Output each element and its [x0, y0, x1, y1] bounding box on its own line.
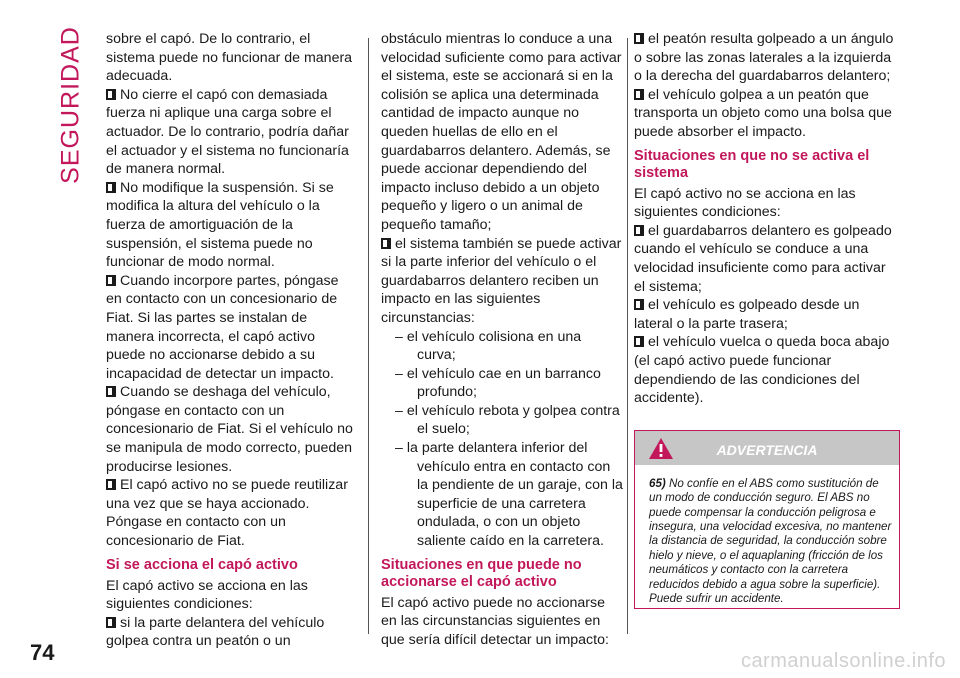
warning-number: 65): [649, 476, 666, 490]
section-heading: Situaciones en que puede no accionarse el capó activo: [381, 556, 582, 590]
paragraph: El capó activo se acciona en las siguientes condiciones:: [106, 577, 308, 613]
warning-title: ADVERTENCIA: [716, 441, 818, 458]
text-column-1: [106, 30, 358, 651]
text-column-2: [381, 30, 623, 649]
bullet-item: el vehículo es golpeado desde un lateral o la parte trasera;: [634, 297, 860, 332]
column-divider: [368, 38, 369, 634]
section-title: SEGURIDAD: [56, 26, 85, 184]
bullet-item: Cuando se deshaga del vehículo, póngase en contacto con un concesionario de Fiat. Si el vehículo no se manipula de modo correcto, pueden producirse lesiones.: [106, 384, 353, 475]
bullet-icon: [634, 299, 644, 310]
section-sidebar-label: [56, 26, 86, 184]
bullet-icon: [634, 33, 644, 44]
bullet-icon: [634, 89, 644, 100]
bullet-icon: [634, 225, 644, 236]
watermark: carmanualsonline.info: [740, 650, 946, 672]
bullet-item: el peatón resulta golpeado a un ángulo o sobre las zonas laterales a la izquierda o la derecha del guardabarros delantero;: [634, 31, 894, 85]
dash-item: – el vehículo rebota y golpea contra el suelo;: [395, 402, 620, 438]
bullet-item: Cuando incorpore partes, póngase en contacto con un concesionario de Fiat. Si las partes se instalan de manera incorrecta, el capó activo puede no accionarse debido a su incapacidad de detectar un impacto.: [106, 272, 339, 382]
bullet-icon: [106, 275, 116, 286]
bullet-icon: [106, 182, 116, 193]
bullet-item: No modifique la suspensión. Si se modifica la altura del vehículo o la fuerza de amortiguación de la suspensión, el sistema puede no funcionar de modo normal.: [106, 179, 334, 271]
page-number: 74: [30, 640, 55, 665]
bullet-item: el vehículo vuelca o queda boca abajo (el capó activo puede funcionar dependiendo de las condiciones del accidente).: [634, 334, 890, 407]
bullet-icon: [106, 89, 116, 100]
paragraph: El capó activo puede no accionarse en las circunstancias siguientes en que sería difícil detectar un impacto:: [381, 594, 609, 648]
warning-body: [635, 465, 899, 609]
dash-item: – la parte delantera inferior del vehículo entra en contacto con la pendiente de un garaje, con la superficie de una carretera ondulada, o con un objeto saliente caído en la carretera.: [395, 440, 623, 550]
paragraph: obstáculo mientras lo conduce a una velocidad suficiente como para activar el sistema, este se accionará si en la colisión se aplica una determinada cantidad de impacto aunque no queden huellas de ello en el guardabarros delantero. Además, se puede accionar dependiendo del impacto incluso debido a un objeto pequeño y ligero o un animal de pequeño tamaño;: [381, 31, 622, 233]
bullet-item: el vehículo golpea a un peatón que transporta un objeto como una bolsa que puede absorber el impacto.: [634, 86, 892, 140]
bullet-icon: [106, 617, 116, 628]
bullet-icon: [106, 386, 116, 397]
column-divider: [627, 38, 628, 634]
bullet-item: el sistema también se puede activar si la parte inferior del vehículo o el guardabarros delantero reciben un impacto en las siguientes circunstancias:: [381, 235, 622, 326]
bullet-icon: [381, 238, 391, 249]
bullet-icon: [634, 336, 644, 347]
section-heading: Si se acciona el capó activo: [106, 556, 298, 573]
bullet-item: No cierre el capó con demasiada fuerza ni aplique una carga sobre el actuador. De lo contrario, podría dañar el actuador y el sistema no funcionaría de manera normal.: [106, 86, 349, 178]
warning-box: [634, 430, 900, 610]
warning-header: [635, 431, 899, 465]
bullet-item: El capó activo no se puede reutilizar una vez que se haya accionado. Póngase en contacto con un concesionario de Fiat.: [106, 477, 348, 550]
dash-item: – el vehículo colisiona en una curva;: [395, 328, 582, 364]
bullet-icon: [106, 479, 116, 490]
bullet-item: si la parte delantera del vehículo golpea contra un peatón o un: [106, 614, 325, 650]
paragraph: sobre el capó. De lo contrario, el sistema puede no funcionar de manera adecuada.: [106, 31, 353, 85]
bullet-item: el guardabarros delantero es golpeado cuando el vehículo se conduce a una velocidad insuficiente como para activar el sistema;: [634, 222, 892, 295]
dash-item: – el vehículo cae en un barranco profundo;: [395, 365, 601, 401]
warning-text: No confíe en el ABS como sustitución de un modo de conducción seguro. El ABS no puede compensar la conducción peligrosa e insegura, una velocidad excesiva, no mantener la distancia de seguridad, la conducción sobre hielo y nieve, o el aquaplaning (fricción de los neumáticos y contacto con la carretera reducidos debido a agua sobre la superficie). Puede sufrir un accidente.: [649, 476, 892, 605]
section-heading: Situaciones en que no se activa el sistema: [634, 147, 870, 181]
text-column-3: [634, 30, 900, 609]
paragraph: El capó activo no se acciona en las siguientes condiciones:: [634, 185, 856, 221]
